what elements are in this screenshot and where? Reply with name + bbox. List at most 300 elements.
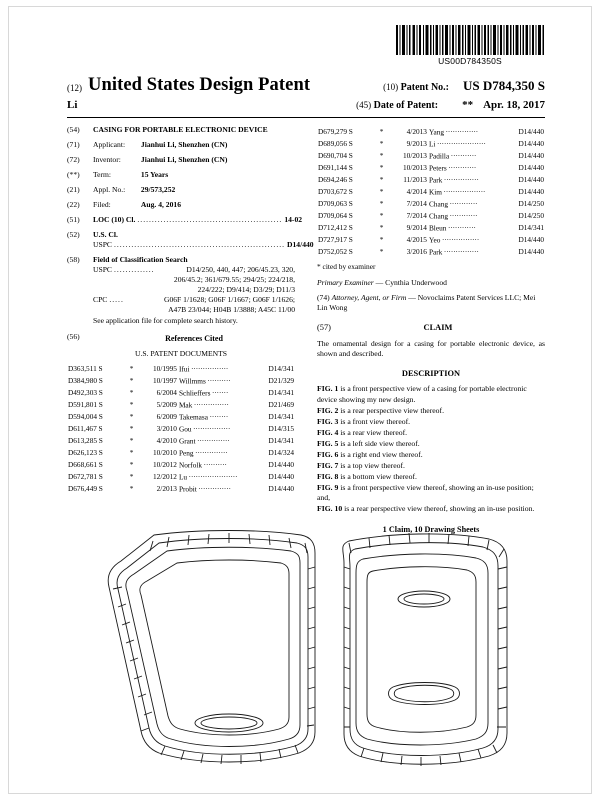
ref-date: 4/2013 [406, 127, 427, 137]
figure-label: FIG. 3 [317, 416, 339, 426]
primary-examiner-value: Cynthia Underwood [385, 278, 447, 288]
field-code-22: (22) [67, 200, 80, 210]
ref-date: 9/2014 [406, 223, 427, 233]
primary-examiner-line: Primary Examiner — Cynthia Underwood [317, 278, 447, 288]
table-row [67, 482, 295, 494]
list-item [317, 504, 545, 514]
ref-number: D709,064 S [318, 211, 353, 221]
fos-uspc-label: USPC [93, 265, 112, 275]
ref-name [428, 221, 505, 233]
ref-date: 10/2013 [403, 163, 427, 173]
figure-text: is a rear perspective view thereof, showing an in-use position. [344, 504, 535, 514]
ref-star: * [129, 376, 134, 386]
us-references-table-continued [317, 125, 545, 257]
ref-dots: ............... [444, 244, 480, 254]
ref-dots: .......... [203, 457, 228, 467]
ref-date: 10/1997 [153, 376, 177, 386]
figure-text: is a rear perspective view thereof. [340, 405, 445, 415]
references-cited-title: References Cited [165, 334, 223, 344]
ref-number: D709,063 S [318, 199, 353, 209]
applicant-value: Jianhui Li, Shenzhen (CN) [140, 140, 228, 150]
ref-number: D727,917 S [318, 235, 353, 245]
ref-name [428, 173, 505, 185]
figure-text: is a front perspective view thereof, showing an in-use position; and, [317, 482, 534, 503]
ref-class: D14/440 [518, 139, 544, 149]
ref-number: D626,123 S [68, 448, 103, 458]
ref-date: 4/2010 [156, 436, 177, 446]
ref-date: 12/2012 [153, 472, 177, 482]
table-row [317, 149, 545, 161]
header-rule [67, 117, 545, 118]
ref-class: D14/341 [518, 223, 544, 233]
ref-number: D492,303 S [68, 388, 103, 398]
uspc-value: D14/440 [287, 240, 314, 250]
fos-label: Field of Classification Search [93, 255, 188, 265]
ref-name [428, 233, 505, 245]
ref-star: * [379, 223, 384, 233]
list-item [317, 417, 545, 427]
ref-class: D14/315 [268, 424, 294, 434]
appl-no-value: 29/573,252 [140, 185, 176, 195]
ref-name [178, 386, 255, 398]
ref-name-text: Takemasa [178, 412, 209, 422]
ref-date: 10/2010 [153, 448, 177, 458]
ref-number: D668,661 S [68, 460, 103, 470]
list-item [317, 472, 545, 482]
ref-date: 6/2004 [156, 388, 177, 398]
ref-class: D14/440 [518, 151, 544, 161]
patent-number-label [383, 82, 449, 96]
ref-dots: ............ [449, 208, 478, 218]
us-references-body [67, 362, 295, 494]
barcode-area [395, 25, 545, 66]
field-code-74: (74) [317, 293, 330, 303]
table-row [317, 197, 545, 209]
ref-star: * [379, 199, 384, 209]
drawing-detail [201, 717, 257, 729]
ref-dots: .............. [198, 481, 232, 491]
appl-no-label: Appl. No.: [93, 185, 126, 195]
ref-star: * [129, 436, 134, 446]
fos-line2: 206/45.2; 361/679.55; 294/25; 224/218, [173, 275, 295, 285]
ref-number: D384,980 S [68, 376, 103, 386]
ref-class: D14/440 [268, 472, 294, 482]
figure-text: is a front view thereof. [340, 416, 411, 426]
ref-name [428, 245, 505, 257]
patent-number-label-text: Patent No.: [400, 82, 449, 93]
list-item [317, 384, 545, 405]
ref-name [178, 422, 255, 434]
figure-text: is a left side view thereof. [340, 438, 420, 448]
ref-name-text: Grant [178, 436, 196, 446]
ref-name-text: Probit [178, 483, 197, 493]
uspc-dots: ........................................................... [114, 240, 286, 250]
ref-date: 10/2013 [403, 151, 427, 161]
ref-name [178, 446, 255, 458]
left-column [67, 125, 314, 493]
ref-name-text: Kim [428, 187, 442, 197]
uscl-label: U.S. Cl. [93, 230, 118, 240]
ref-class: D14/341 [268, 412, 294, 422]
ref-class: D21/329 [268, 376, 294, 386]
ref-name [178, 362, 255, 374]
field-inventor [67, 155, 295, 165]
table-row [67, 386, 295, 398]
inventor-value: Jianhui Li, Shenzhen (CN) [140, 155, 228, 165]
field-code-57: (57) [317, 323, 331, 333]
ref-date: 10/1995 [153, 364, 177, 374]
inventor-label: Inventor: [93, 155, 121, 165]
ref-star: * [379, 139, 384, 149]
figure-label: FIG. 6 [317, 449, 339, 459]
figure-text: is a right end view thereof. [340, 449, 423, 459]
attorney-label: Attorney, Agent, or Firm [331, 293, 407, 303]
ref-name-text: Chang [428, 211, 448, 221]
fos-note: See application file for complete search history. [93, 316, 238, 326]
field-appl-no [67, 185, 295, 195]
patent-header [67, 75, 545, 118]
table-row [67, 434, 295, 446]
ref-date: 4/2014 [406, 187, 427, 197]
ref-dots: .............. [195, 445, 228, 455]
figure-label: FIG. 2 [317, 405, 339, 415]
ref-date: 3/2010 [156, 424, 177, 434]
list-item [317, 461, 545, 471]
description-heading: DESCRIPTION [401, 369, 461, 379]
right-column [317, 125, 545, 535]
ref-class: D14/341 [268, 436, 294, 446]
field-filed [67, 200, 295, 210]
table-row [317, 245, 545, 257]
ref-star: * [129, 483, 134, 493]
invention-title: CASING FOR PORTABLE ELECTRONIC DEVICE [93, 125, 268, 134]
ref-name-text: Park [428, 247, 443, 257]
ref-star: * [379, 175, 384, 185]
ref-star: * [129, 424, 134, 434]
table-row [67, 410, 295, 422]
field-code-71: (71) [67, 140, 80, 150]
ref-name [428, 161, 505, 173]
ref-number: D690,704 S [318, 151, 353, 161]
ref-name-text: Peng [178, 448, 194, 458]
ref-star: * [379, 247, 384, 257]
field-us-class [67, 230, 314, 250]
ref-class: D14/250 [518, 199, 544, 209]
drawing-right-case [343, 533, 507, 766]
uspc-label: USPC [93, 240, 112, 250]
figure-label: FIG. 9 [317, 482, 339, 492]
ref-dots: .............. [445, 125, 479, 134]
ref-date: 2/2013 [156, 483, 177, 493]
patent-drawing [49, 524, 569, 789]
field-loc-class [67, 215, 303, 225]
drawing-left-case [108, 531, 315, 765]
list-item [317, 483, 545, 504]
ref-name-text: Yang [428, 127, 445, 137]
ref-dots: ........ [209, 409, 229, 419]
field-applicant [67, 140, 295, 150]
ref-date: 7/2014 [406, 211, 427, 221]
ref-name [178, 470, 255, 482]
ref-star: * [379, 187, 384, 197]
ref-number: D712,412 S [318, 223, 353, 233]
fos-cpc-label: CPC [93, 295, 108, 305]
fos-cpc-dots: ..... [109, 295, 124, 305]
field-search-class [67, 255, 295, 326]
attorney-line: (74) Attorney, Agent, or Firm — Novoclaims Patent Services LLC; Mei Lin Wong [317, 293, 536, 313]
figure-text: is a bottom view thereof. [340, 471, 417, 481]
ref-dots: ............... [194, 397, 230, 407]
claim-count: 1 Claim, 10 Drawing Sheets [382, 524, 480, 534]
ref-number: D691,144 S [318, 163, 353, 173]
patent-sheet [8, 6, 592, 794]
table-row [317, 185, 545, 197]
date-of-patent-label-text: Date of Patent: [373, 100, 439, 111]
ref-name-text: Norfolk [178, 460, 203, 470]
field-code-12: (12) [67, 83, 82, 93]
table-row [317, 137, 545, 149]
ref-dots: ................ [191, 361, 229, 371]
ref-name-text: Mak [178, 400, 193, 410]
field-title [67, 125, 295, 135]
list-item [317, 450, 545, 460]
figure-text: is a rear view thereof. [340, 427, 408, 437]
ref-number: D752,052 S [318, 247, 353, 257]
ref-number: D676,449 S [68, 483, 103, 493]
ref-class: D14/440 [268, 483, 294, 493]
list-item [317, 439, 545, 449]
ref-dots: ............ [449, 196, 478, 206]
ref-class: D14/440 [518, 163, 544, 173]
field-code-21: (21) [67, 185, 80, 195]
ref-name-text: Ifui [178, 364, 190, 374]
ref-name-text: Bleun [428, 223, 447, 233]
ref-number: D363,511 S [68, 364, 103, 374]
fos-uspc-value: D14/250, 440, 447; 206/45.23, 320, [186, 265, 295, 275]
ref-name [178, 398, 255, 410]
field-code-54: (54) [67, 125, 80, 134]
field-code-10: (10) [383, 82, 399, 92]
ref-class: D14/341 [268, 388, 294, 398]
ref-name [178, 458, 255, 470]
ref-date: 11/2013 [403, 175, 427, 185]
ref-class: D21/469 [268, 400, 294, 410]
ref-star: * [379, 211, 384, 221]
ref-star: * [129, 472, 134, 482]
field-code-56: (56) [67, 332, 80, 342]
ref-name-text: Li [428, 139, 436, 149]
ref-name [428, 137, 505, 149]
figure-label: FIG. 8 [317, 471, 339, 481]
table-row [317, 233, 545, 245]
figure-text: is a front perspective view of a casing for portable electronic device showing my new design. [317, 384, 527, 404]
fos-uspc-dots: .............. [114, 265, 155, 275]
table-row [317, 125, 545, 137]
ref-dots: ............ [448, 220, 477, 230]
list-item [317, 406, 545, 416]
ref-date: 3/2016 [406, 247, 427, 257]
ref-name-text: Peters [428, 163, 447, 173]
ref-star: * [129, 460, 134, 470]
ref-number: D703,672 S [318, 187, 353, 197]
cited-by-examiner-note: * cited by examiner [317, 261, 376, 271]
fos-cpc-value: G06F 1/1628; G06F 1/1667; G06F 1/1626; [163, 295, 295, 305]
figure-label: FIG. 1 [317, 384, 339, 394]
ref-star: * [379, 163, 384, 173]
ref-name [178, 374, 255, 386]
ref-dots: .................. [443, 184, 486, 194]
ref-name [428, 149, 505, 161]
ref-star: * [129, 388, 134, 398]
table-row [67, 362, 295, 374]
ref-number: D613,285 S [68, 436, 103, 446]
ref-class: D14/324 [268, 448, 294, 458]
ref-name-text: Park [428, 175, 443, 185]
field-code-term: (**) [67, 170, 80, 180]
loc-label: LOC (10) Cl. [93, 215, 136, 225]
ref-dots: ................ [442, 232, 480, 242]
table-row [67, 422, 295, 434]
ref-name [428, 185, 505, 197]
ref-date: 10/2012 [153, 460, 177, 470]
ref-date: 4/2015 [406, 235, 427, 245]
ref-date: 6/2009 [156, 412, 177, 422]
ref-name [428, 197, 505, 209]
ref-class: D14/440 [518, 175, 544, 185]
claim-abstract: The ornamental design for a casing for portable electronic device, as shown and described. [317, 338, 545, 358]
ref-name-text: Yeo [428, 235, 441, 245]
table-row [317, 173, 545, 185]
ref-date: 9/2013 [406, 139, 427, 149]
ref-star: * [129, 400, 134, 410]
ref-name-text: Schlieffers [178, 388, 211, 398]
ref-name-text: Gou [178, 424, 192, 434]
us-references-continued-body [317, 125, 545, 257]
filed-label: Filed: [93, 200, 111, 210]
field-code-58: (58) [67, 255, 80, 265]
ref-name-text: Chang [428, 199, 448, 209]
table-row [67, 458, 295, 470]
figure-label: FIG. 4 [317, 427, 339, 437]
term-stars: ** [462, 99, 474, 111]
figure-text: is a top view thereof. [340, 460, 405, 470]
ref-class: D14/440 [518, 127, 544, 137]
figure-label: FIG. 7 [317, 460, 339, 470]
ref-name-text: Lu [178, 472, 188, 482]
ref-dots: .............. [197, 433, 230, 443]
loc-value: 14-02 [284, 215, 303, 225]
ref-star: * [379, 235, 384, 245]
ref-star: * [129, 412, 134, 422]
fos-line3: 224/222; D9/414; D3/29; D11/3 [197, 285, 295, 295]
field-code-51: (51) [67, 215, 80, 225]
attorney-value: Novoclaims Patent Services LLC; Mei Lin Wong [317, 293, 536, 313]
ref-dots: ..................... [188, 469, 238, 479]
ref-class: D14/440 [268, 460, 294, 470]
table-row [317, 161, 545, 173]
ref-star: * [379, 151, 384, 161]
barcode-number: US00D784350S [438, 56, 502, 66]
ref-class: D14/341 [268, 364, 294, 374]
barcode-icon [395, 25, 545, 55]
ref-class: D14/440 [518, 187, 544, 197]
ref-number: D689,056 S [318, 139, 353, 149]
ref-dots: ................ [193, 421, 231, 431]
us-patent-documents-heading: U.S. PATENT DOCUMENTS [135, 348, 227, 358]
ref-star: * [379, 127, 384, 137]
claim-heading-text: CLAIM [423, 323, 453, 333]
table-row [317, 209, 545, 221]
field-term [67, 170, 295, 180]
ref-dots: ....... [212, 385, 229, 395]
ref-class: D14/250 [518, 211, 544, 221]
ref-class: D14/440 [518, 235, 544, 245]
table-row [317, 221, 545, 233]
ref-number: D611,467 S [68, 424, 103, 434]
ref-name-text: Padilla [428, 151, 450, 161]
loc-dots: .................................................. [137, 215, 283, 225]
date-of-patent-label [356, 100, 438, 111]
table-row [67, 446, 295, 458]
ref-name [178, 482, 255, 494]
field-references-cited [67, 332, 295, 345]
ref-dots: .......... [207, 373, 231, 383]
ref-date: 7/2014 [406, 199, 427, 209]
claim-section-heading [317, 322, 545, 333]
ref-number: D694,246 S [318, 175, 353, 185]
date-of-patent-value: Apr. 18, 2017 [483, 99, 545, 111]
field-code-72: (72) [67, 155, 80, 165]
field-code-52: (52) [67, 230, 80, 240]
table-row [67, 398, 295, 410]
ref-dots: ........... [451, 148, 477, 158]
figure-label: FIG. 10 [317, 504, 343, 514]
ref-name [428, 125, 505, 137]
primary-examiner-label: Primary Examiner [317, 278, 374, 288]
us-references-table [67, 362, 295, 494]
list-item [317, 428, 545, 438]
patent-number-value: US D784,350 S [463, 78, 545, 93]
term-value: 15 Years [140, 170, 169, 180]
table-row [67, 470, 295, 482]
filed-value: Aug. 4, 2016 [140, 200, 181, 210]
figure-label: FIG. 5 [317, 438, 339, 448]
ref-star: * [129, 448, 134, 458]
applicant-label: Applicant: [93, 140, 126, 150]
ref-name-text: Willmms [178, 376, 206, 386]
ref-name [178, 410, 255, 422]
figure-description-list [317, 384, 545, 514]
inventor-surname: Li [67, 99, 78, 111]
fos-cpc-line2: A47B 23/044; H04B 1/3888; A45C 11/00 [168, 305, 295, 315]
ref-name [428, 209, 505, 221]
ref-name [178, 434, 255, 446]
table-row [67, 374, 295, 386]
ref-dots: ............ [448, 160, 477, 170]
ref-number: D594,004 S [68, 412, 103, 422]
field-code-45: (45) [356, 100, 372, 110]
ref-number: D591,801 S [68, 400, 103, 410]
ref-date: 5/2009 [156, 400, 177, 410]
ref-number: D672,781 S [68, 472, 103, 482]
ref-dots: ..................... [437, 136, 487, 146]
ref-class: D14/440 [518, 247, 544, 257]
ref-number: D679,279 S [318, 127, 353, 137]
ref-star: * [129, 364, 134, 374]
page-title: United States Design Patent [88, 75, 311, 95]
ref-dots: ............... [444, 172, 480, 182]
term-label: Term: [93, 170, 112, 180]
